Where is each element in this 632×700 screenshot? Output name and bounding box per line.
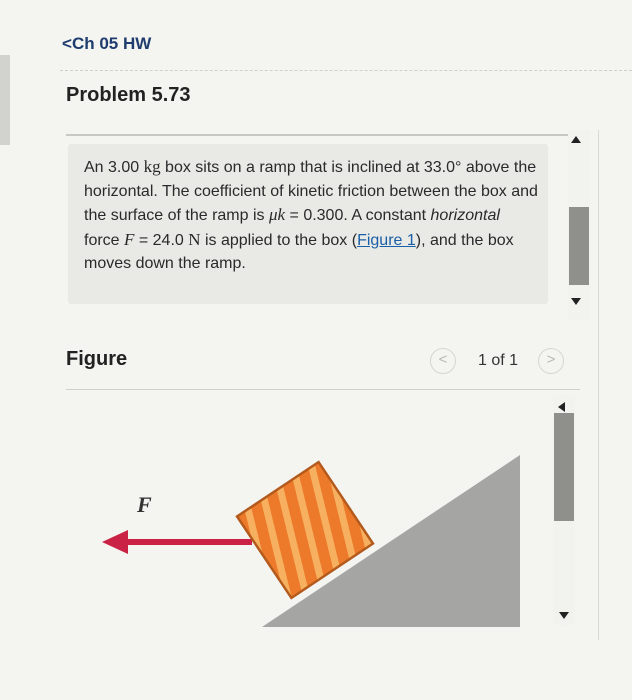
figure-heading: Figure bbox=[66, 348, 128, 370]
unit-newton: N bbox=[188, 229, 201, 249]
back-link-label: Ch 05 HW bbox=[71, 34, 152, 53]
unit-kg: kg bbox=[143, 157, 161, 176]
figure-scroll-thumb[interactable] bbox=[554, 413, 574, 521]
chevron-left-icon: < bbox=[438, 351, 448, 368]
problem-title: Problem 5.73 bbox=[66, 84, 191, 106]
figure-1-link[interactable]: Figure 1 bbox=[357, 231, 416, 249]
figure-pager-text: 1 of 1 bbox=[478, 352, 519, 369]
mu-k-symbol: μk bbox=[268, 205, 286, 224]
scroll-left-arrow-icon[interactable] bbox=[558, 402, 565, 412]
chevron-left-icon: < bbox=[62, 34, 72, 53]
scroll-down-arrow-icon[interactable] bbox=[559, 612, 569, 619]
force-label: F bbox=[137, 492, 152, 517]
horizontal-emphasis: horizontal bbox=[430, 207, 500, 224]
force-symbol: F bbox=[124, 229, 135, 249]
problem-statement: An 3.00 kg box sits on a ramp that is inclined at 33.0° above the horizontal. The coefficient of kinetic friction between the box and the surface of the ramp is μk = 0.300. A constant horizontal force F = 24.0 N is applied to the box (Figure 1), and the box moves down the ramp. bbox=[84, 157, 538, 272]
force-arrow-head bbox=[102, 530, 128, 554]
chevron-right-icon: > bbox=[546, 351, 556, 368]
